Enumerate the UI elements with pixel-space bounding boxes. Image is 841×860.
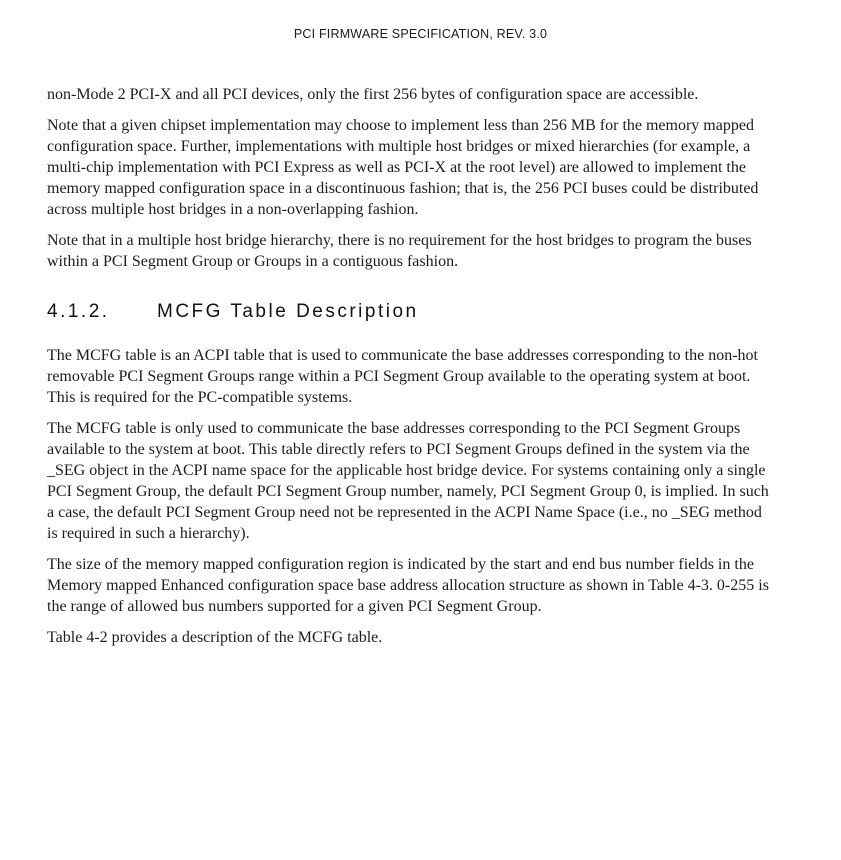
page-header: PCI FIRMWARE SPECIFICATION, REV. 3.0: [293, 27, 548, 41]
paragraph: Table 4-2 provides a description of the MCFG table.: [47, 629, 383, 646]
paragraph: The size of the memory mapped configuration region is indicated by the start and end bus number fields in the Memory mapped Enhanced configuration space base address allocation structure as shown in Table 4-3. 0-255 is the range of allowed bus numbers supported for a given PCI Segment Group.: [47, 556, 769, 615]
section-number: 4.1.2.: [47, 301, 110, 322]
section-title: MCFG Table Description: [157, 301, 419, 322]
paragraph: The MCFG table is an ACPI table that is used to communicate the base addresses corresponding to the non-hot removable PCI Segment Groups range within a PCI Segment Group available to the operating system at boot. This is required for the PC-compatible systems.: [47, 347, 758, 406]
paragraph: non-Mode 2 PCI-X and all PCI devices, only the first 256 bytes of configuration space are accessible.: [47, 86, 699, 103]
page-content: [47, 84, 775, 648]
paragraph: Note that a given chipset implementation may choose to implement less than 256 MB for the memory mapped configuration space. Further, implementations with multiple host bridges or mixed hierarchies (for example, a multi-chip implementation with PCI Express as well as PCI-X at the root level) are allowed to implement the memory mapped configuration space in a discontinuous fashion; that is, the 256 PCI buses could be distributed across multiple host bridges in a non-overlapping fashion.: [47, 117, 759, 218]
section-heading: [47, 301, 775, 323]
paragraph: The MCFG table is only used to communicate the base addresses corresponding to the PCI Segment Groups available to the system at boot. This table directly refers to PCI Segment Groups defined in the system via the _SEG object in the ACPI name space for the applicable host bridge device. For systems containing only a single PCI Segment Group, the default PCI Segment Group number, namely, PCI Segment Group 0, is implied. In such a case, the default PCI Segment Group need not be represented in the ACPI Name Space (i.e., no _SEG method is required in such a hierarchy).: [47, 420, 769, 542]
paragraph: Note that in a multiple host bridge hierarchy, there is no requirement for the host bridges to program the buses within a PCI Segment Group or Groups in a contiguous fashion.: [47, 232, 752, 270]
